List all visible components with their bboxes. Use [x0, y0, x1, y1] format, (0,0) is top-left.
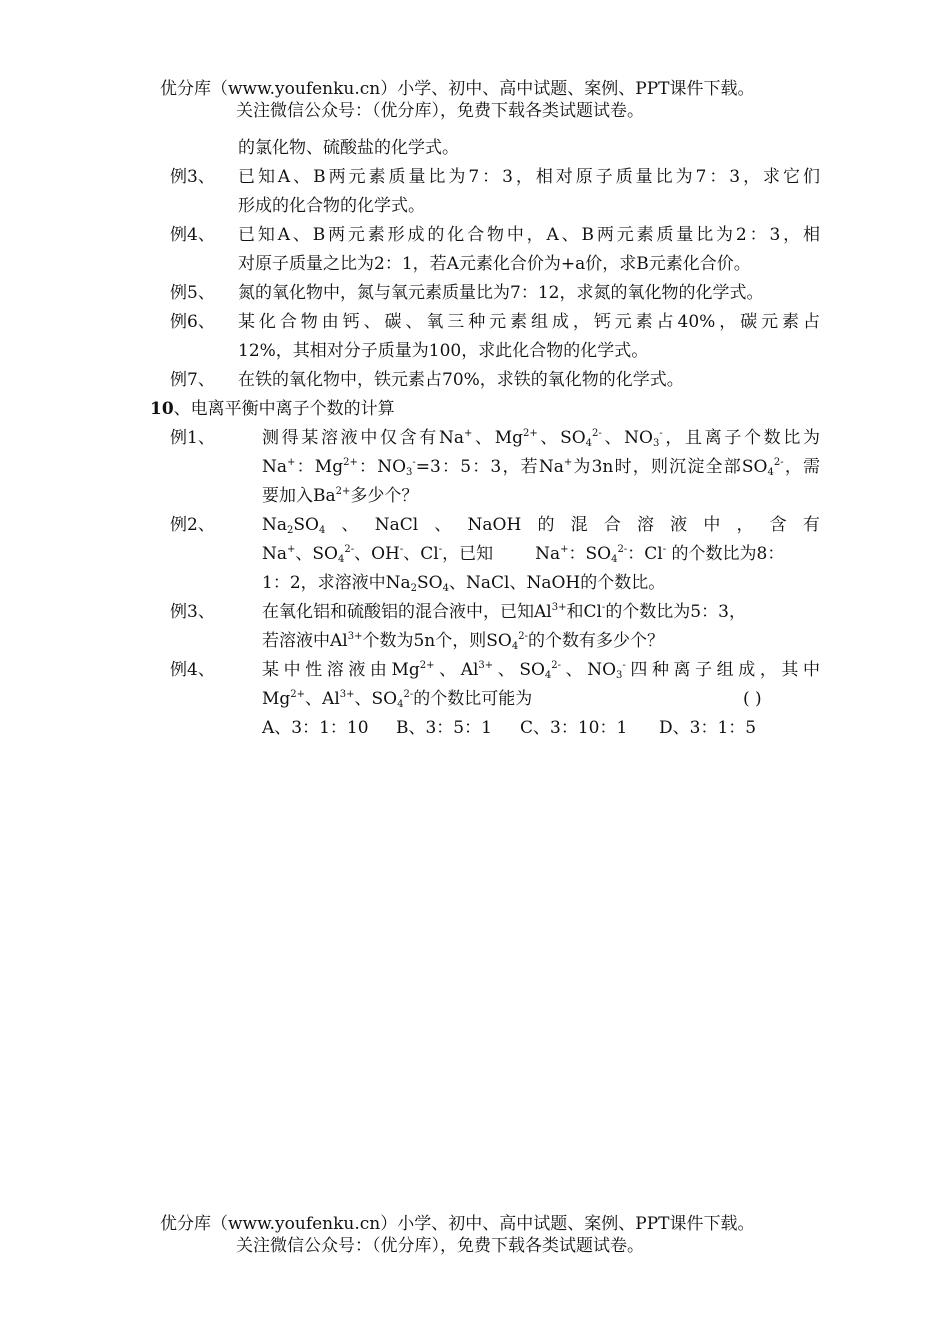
- option-d: D、3：1：5: [659, 718, 757, 738]
- footer-line-1: 优分库（www.youfenku.cn）小学、初中、高中试题、案例、PPT课件下载。: [160, 1214, 755, 1234]
- example-text: 氮的氧化物中，氮与氧元素质量比为7：12，求氮的氧化物的化学式。: [238, 283, 764, 303]
- example-text: 在氧化铝和硫酸铝的混合液中，已知$Al^{3+}$和Cl-的个数比为5：3，: [262, 602, 746, 622]
- example-label: 例6、: [170, 312, 215, 332]
- example-text: 测得某溶液中仅含有Na+、$Mg^{2+}$、$SO_4^{2-}$、$NO_3^-$，且离子个数比为: [262, 428, 821, 449]
- example-text: 已知A、B两元素形成的化合物中，A、B两元素质量比为2：3，相: [238, 225, 820, 245]
- section9-continuation: 的氯化物、硫酸盐的化学式。: [238, 138, 459, 158]
- example-text: $Mg^{2+}$、$Al^{3+}$、$SO_4^{2-}$的个数比可能为: [262, 689, 533, 710]
- option-a: A、3：1：10: [262, 718, 369, 738]
- example-label: 例5、: [170, 283, 215, 303]
- section-number: 10: [150, 399, 174, 419]
- example-text: 12%，其相对分子质量为100，求此化合物的化学式。: [238, 341, 649, 361]
- example-text: 某中性溶液由$Mg^{2+}$、$Al^{3+}$、$SO_4^{2-}$、$NO_3^-$四种离子组成，其中: [262, 660, 821, 681]
- example-text: 对原子质量之比为2：1，若A元素化合价为+a价，求B元素化合价。: [238, 254, 751, 274]
- example-label: 例7、: [170, 370, 215, 390]
- example-text: 形成的化合物的化学式。: [238, 196, 425, 216]
- section-title: 、电离平衡中离子个数的计算: [173, 399, 395, 419]
- example-label: 例4、: [170, 225, 215, 245]
- example-text: 在铁的氧化物中，铁元素占70%，求铁的氧化物的化学式。: [238, 370, 684, 390]
- example-label: 例1、: [170, 428, 215, 448]
- footer-line-2: 关注微信公众号：（优分库），免费下载各类试题试卷。: [236, 1236, 644, 1256]
- option-c: C、3：10：1: [520, 718, 628, 738]
- example-label: 例3、: [170, 167, 215, 187]
- header-line-1: 优分库（www.youfenku.cn）小学、初中、高中试题、案例、PPT课件下载。: [160, 79, 755, 99]
- answer-bracket: ( ): [743, 689, 762, 709]
- example-text: 某化合物由钙、碳、氧三种元素组成，钙元素占40%，碳元素占: [238, 312, 820, 332]
- example-text: 1：2，求溶液中$Na_2SO_4$、NaCl、NaOH的个数比。: [262, 573, 666, 594]
- example-text: Na+、$SO_4^{2-}$、OH-、Cl-，已知 Na+：$SO_4^{2-}$：Cl- 的个数比为8：: [262, 544, 785, 565]
- example-text: Na+：$Mg^{2+}$：$NO_3^-=3$：5：3，若Na+为3n时，则沉淀全部$SO_4^{2-}$，需: [262, 457, 821, 478]
- header-line-2: 关注微信公众号：（优分库），免费下载各类试题试卷。: [236, 101, 644, 121]
- example-text: 要加入$Ba^{2+}$多少个？: [262, 486, 419, 506]
- example-label: 例3、: [170, 602, 215, 622]
- example-label: 例4、: [170, 660, 215, 680]
- example-label: 例2、: [170, 515, 215, 535]
- example-text: 已知A、B两元素质量比为7：3，相对原子质量比为7：3，求它们: [238, 167, 820, 187]
- example-text: 若溶液中$Al^{3+}$个数为5n个，则$SO_4^{2-}$的个数有多少个？: [262, 631, 664, 652]
- section10-heading: [150, 398, 395, 420]
- example-text: $Na_2SO_4$ 、 NaCl 、 NaOH 的 混 合 溶 液 中 ， 含 有: [262, 515, 820, 536]
- option-b: B、3：5：1: [396, 718, 492, 738]
